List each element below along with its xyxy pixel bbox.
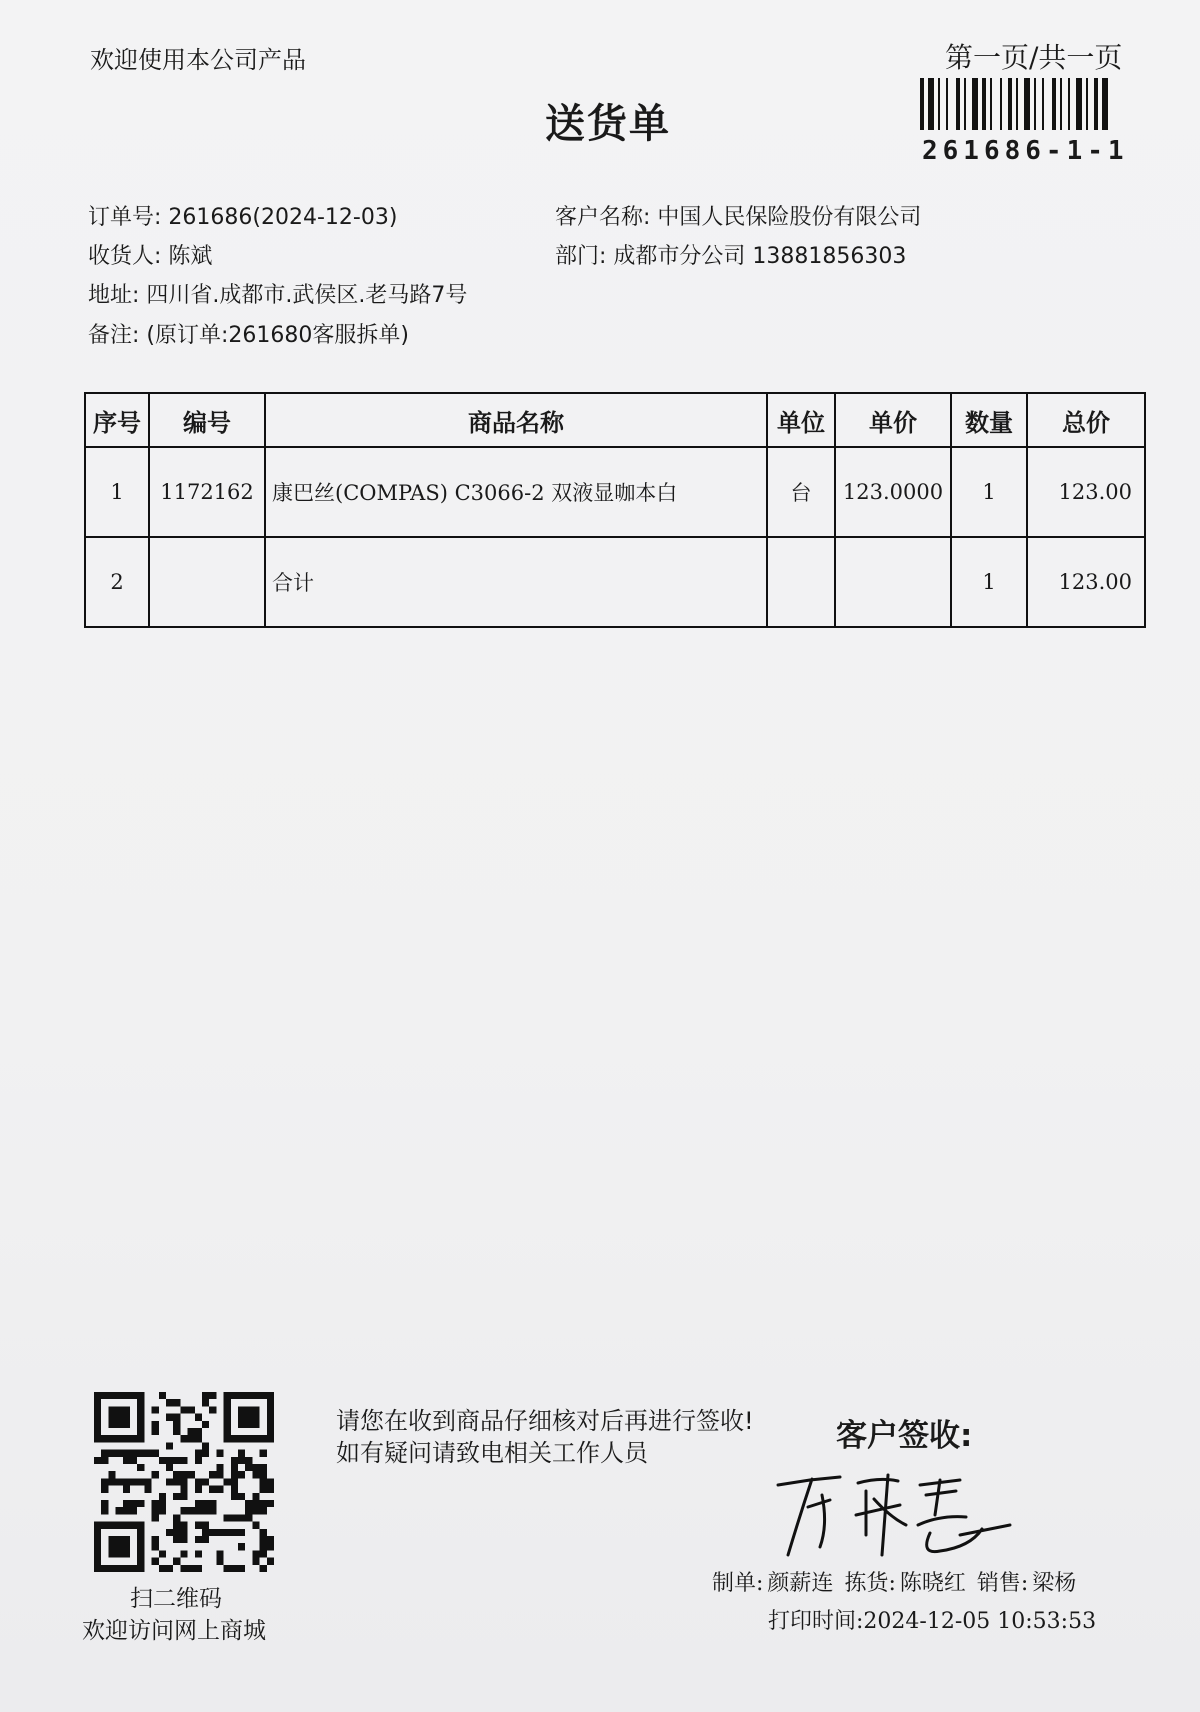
welcome-text: 欢迎使用本公司产品 <box>90 46 306 74</box>
column-header: 商品名称 <box>265 393 767 447</box>
department-line <box>555 239 906 270</box>
customer-label: 客户名称: <box>555 205 651 230</box>
address-value: 四川省.成都市.武侯区.老马路7号 <box>146 283 468 308</box>
product-name-cell: 合计 <box>265 537 767 627</box>
picker-label: 拣货: <box>844 1571 896 1596</box>
customer-line <box>555 200 921 231</box>
table-row <box>85 537 1145 627</box>
print-time-label: 打印时间: <box>768 1609 864 1634</box>
barcode-number: 261686-1-1 <box>922 136 1129 166</box>
picker-value: 陈晓红 <box>899 1571 966 1596</box>
column-header: 单价 <box>835 393 951 447</box>
receiver-label: 收货人: <box>88 244 162 269</box>
remark-line <box>88 318 409 349</box>
receiver-line <box>88 239 212 270</box>
qr-caption-mall: 欢迎访问网上商城 <box>82 1618 266 1644</box>
notice-text: 请您在收到商品仔细核对后再进行签收!如有疑问请致电相关工作人员 <box>336 1407 754 1467</box>
unit-price-cell: 123.0000 <box>835 447 951 537</box>
receiver-value: 陈斌 <box>168 244 213 269</box>
customer-value: 中国人民保险股份有限公司 <box>657 205 922 230</box>
handwritten-signature <box>770 1455 1030 1565</box>
maker-label: 制单: <box>712 1571 764 1596</box>
quantity-cell: 1 <box>951 537 1027 627</box>
goods-table <box>84 392 1146 628</box>
column-header: 单位 <box>767 393 835 447</box>
row-index-cell: 2 <box>85 537 149 627</box>
staff-line <box>712 1566 1080 1597</box>
column-header: 数量 <box>951 393 1027 447</box>
order-number-line <box>88 200 397 231</box>
item-code-cell <box>149 537 265 627</box>
order-number-label: 订单号: <box>88 205 162 230</box>
table-row <box>85 447 1145 537</box>
quantity-cell: 1 <box>951 447 1027 537</box>
item-code-cell: 1172162 <box>149 447 265 537</box>
column-header: 序号 <box>85 393 149 447</box>
customer-sign-label: 客户签收: <box>836 1418 973 1454</box>
qr-code-icon <box>94 1392 274 1572</box>
department-label: 部门: <box>555 244 607 269</box>
address-label: 地址: <box>88 283 140 308</box>
document-title: 送货单 <box>545 101 671 147</box>
total-price-cell: 123.00 <box>1027 537 1145 627</box>
product-name-cell: 康巴丝(COMPAS) C3066-2 双液显咖本白 <box>265 447 767 537</box>
order-number-value: 261686(2024-12-03) <box>168 205 398 230</box>
address-line <box>88 278 467 309</box>
unit-cell: 台 <box>767 447 835 537</box>
unit-price-cell <box>835 537 951 627</box>
print-time-value: 2024-12-05 10:53:53 <box>863 1609 1097 1634</box>
column-header: 总价 <box>1027 393 1145 447</box>
print-time-line <box>768 1604 1096 1635</box>
table-header-row <box>85 393 1145 447</box>
remark-value: (原订单:261680客服拆单) <box>146 323 409 348</box>
barcode-icon <box>920 78 1135 130</box>
column-header: 编号 <box>149 393 265 447</box>
remark-label: 备注: <box>88 323 140 348</box>
row-index-cell: 1 <box>85 447 149 537</box>
sales-value: 梁杨 <box>1032 1571 1077 1596</box>
total-price-cell: 123.00 <box>1027 447 1145 537</box>
department-value: 成都市分公司 13881856303 <box>613 244 907 269</box>
maker-value: 颜薪连 <box>767 1571 834 1596</box>
qr-caption: 扫二维码 <box>130 1586 222 1612</box>
page-indicator: 第一页/共一页 <box>945 41 1123 74</box>
unit-cell <box>767 537 835 627</box>
sales-label: 销售: <box>976 1571 1029 1596</box>
